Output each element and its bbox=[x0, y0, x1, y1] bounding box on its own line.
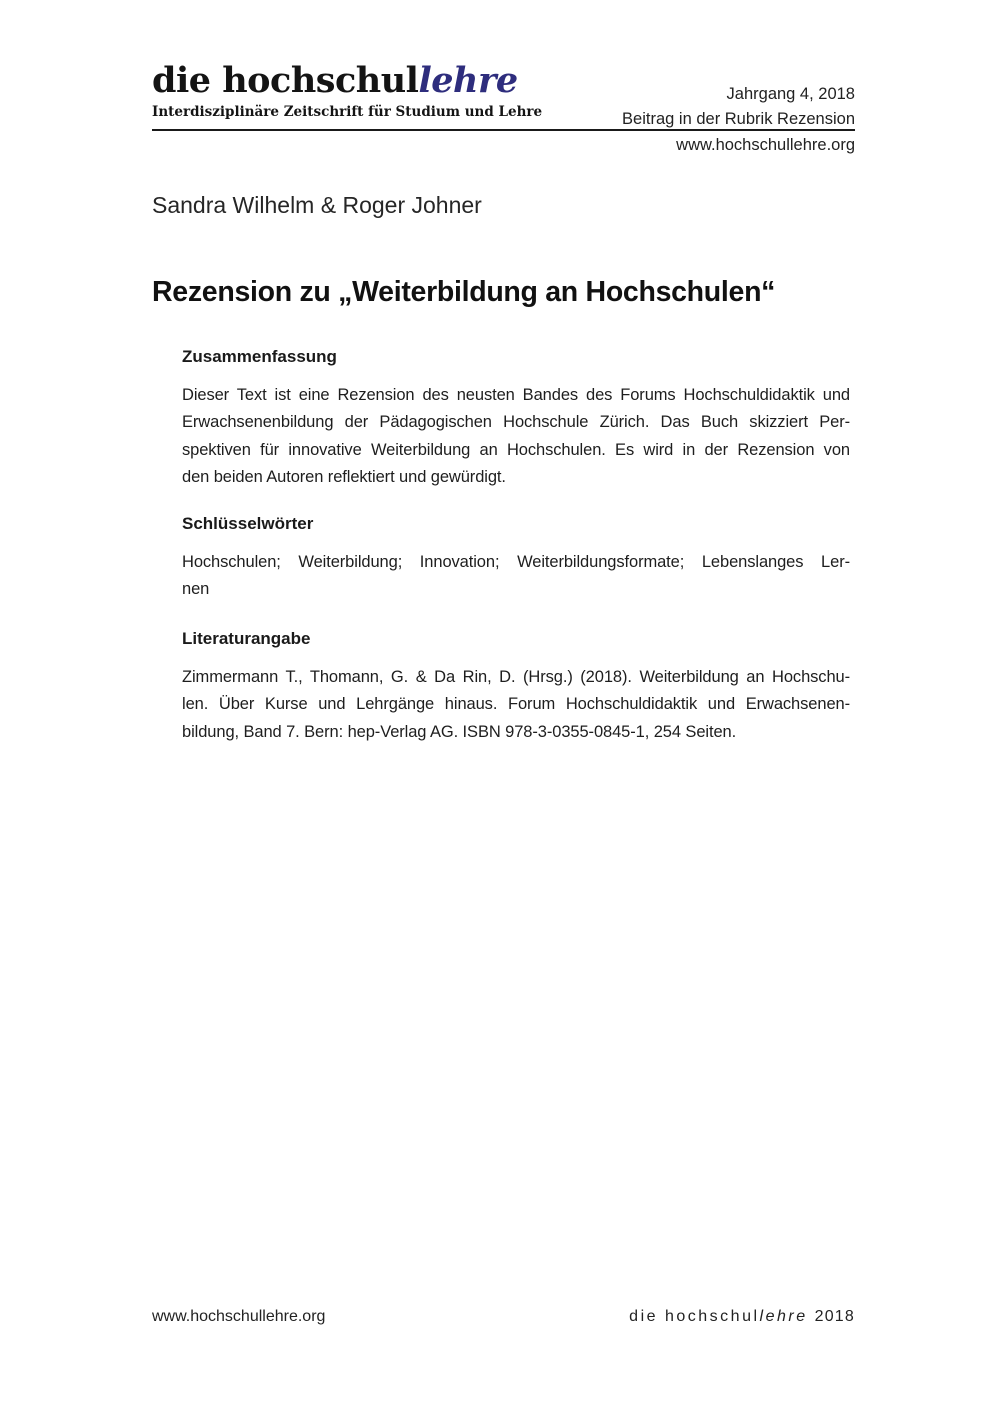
abstract-line: Dieser Text ist eine Rezension des neusten Bandes des Forums Hochschuldidaktik und bbox=[182, 386, 850, 404]
abstract-heading: Zusammenfassung bbox=[182, 347, 337, 366]
keywords-heading: Schlüsselwörter bbox=[182, 514, 314, 533]
journal-subtitle: Interdisziplinäre Zeitschrift für Studium und Lehre bbox=[152, 104, 543, 120]
journal-logo bbox=[152, 62, 542, 120]
header-divider bbox=[152, 129, 855, 131]
reference-line: len. Über Kurse und Lehrgänge hinaus. Forum Hochschuldidaktik und Erwachsenen- bbox=[182, 695, 850, 714]
footer-journal-main: die hochschul bbox=[629, 1308, 760, 1325]
abstract-section bbox=[182, 346, 850, 492]
footer-website: www.hochschullehre.org bbox=[152, 1308, 326, 1325]
abstract-line: Erwachsenenbildung der Pädagogischen Hochschule Zürich. Das Buch skizziert Per- bbox=[182, 413, 850, 432]
abstract-line: spektiven für innovative Weiterbildung an Hochschulen. Es wird in der Rezension von bbox=[182, 440, 850, 459]
reference-line: bildung, Band 7. Bern: hep-Verlag AG. ISBN 978-3-0355-0845-1, 254 Seiten. bbox=[182, 722, 737, 741]
journal-logo-text bbox=[152, 62, 542, 100]
rubric-label: Beitrag in der Rubrik Rezension bbox=[622, 110, 855, 128]
abstract-line: den beiden Autoren reflektiert und gewürdigt. bbox=[182, 468, 506, 487]
footer-year: 2018 bbox=[814, 1308, 855, 1325]
keywords-line: nen bbox=[182, 580, 210, 599]
keywords-line: Hochschulen; Weiterbildung; Innovation; Weiterbildungsformate; Lebenslanges Ler- bbox=[182, 553, 850, 571]
logo-main-text: die hochschul bbox=[152, 60, 419, 101]
footer-journal-accent: lehre bbox=[759, 1308, 808, 1325]
footer-journal-year bbox=[629, 1308, 855, 1326]
reference-heading: Literaturangabe bbox=[182, 629, 311, 648]
volume-year-label: Jahrgang 4, 2018 bbox=[726, 85, 855, 103]
logo-accent-text: lehre bbox=[418, 60, 518, 101]
reference-section bbox=[182, 628, 850, 746]
article-title: Rezension zu „Weiterbildung an Hochschulen“ bbox=[152, 276, 776, 308]
header-meta bbox=[622, 82, 855, 132]
article-authors: Sandra Wilhelm & Roger Johner bbox=[152, 192, 482, 218]
header-website: www.hochschullehre.org bbox=[676, 136, 855, 154]
keywords-section bbox=[182, 513, 850, 604]
reference-line: Zimmermann T., Thomann, G. & Da Rin, D. (Hrsg.) (2018). Weiterbildung an Hochschu- bbox=[182, 668, 850, 686]
